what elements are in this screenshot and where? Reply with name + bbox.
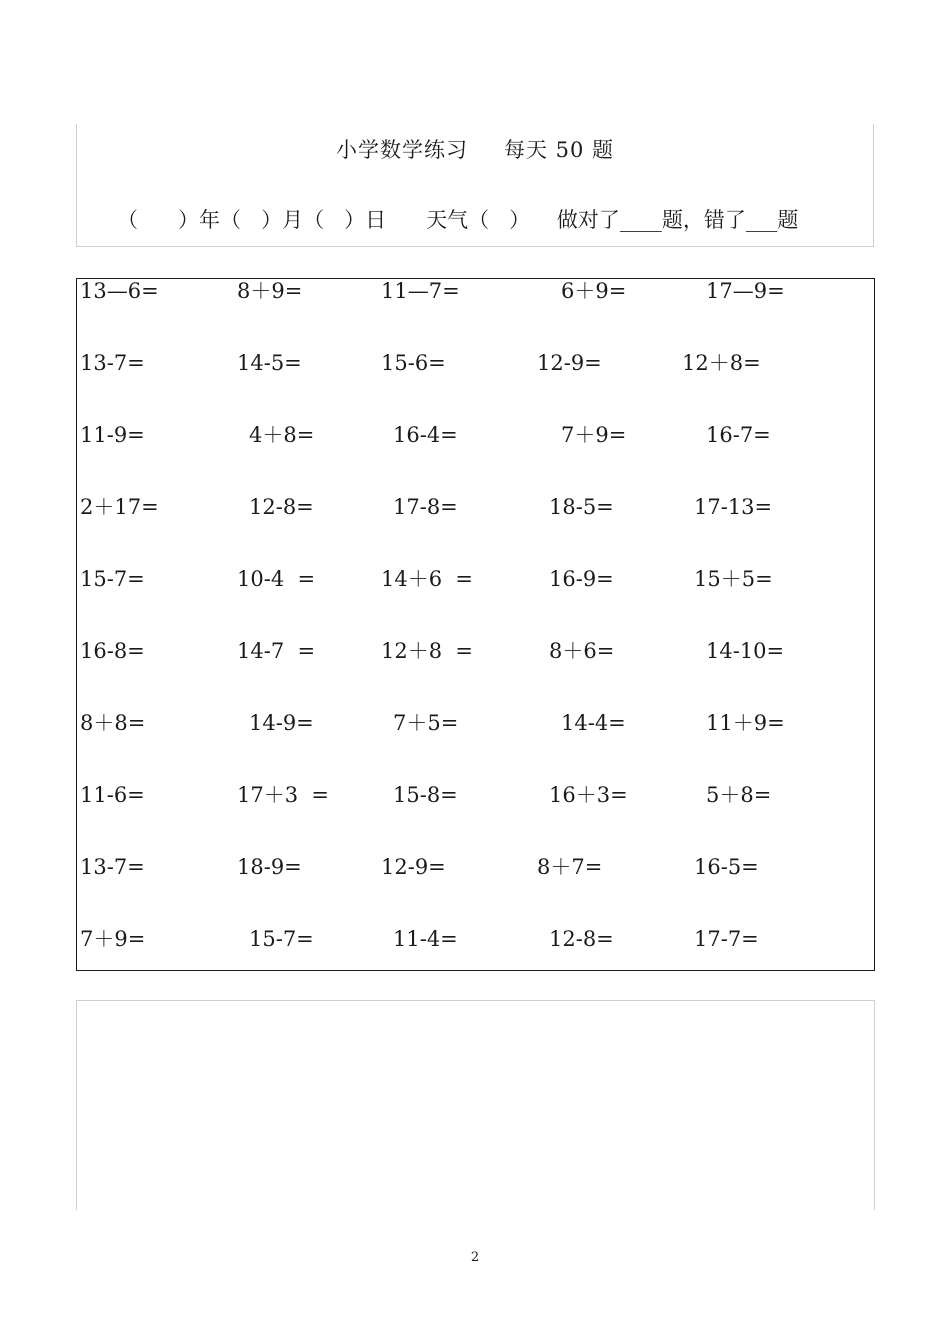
problem-item: 15-7= (249, 927, 314, 951)
answer-area (76, 1000, 875, 1210)
problem-item: 12-9= (537, 351, 602, 375)
worksheet-header (76, 124, 874, 247)
problem-item: 13-7= (80, 855, 145, 879)
problem-item: 17—9= (706, 279, 785, 303)
problem-row (77, 783, 874, 813)
title-text: 小学数学练习 (335, 138, 468, 162)
problem-row (77, 279, 874, 309)
problem-item: 12＋8= (682, 351, 761, 375)
problem-item: 13—6= (80, 279, 159, 303)
problem-item: 15＋5= (694, 567, 773, 591)
problem-item: 14-7 = (237, 639, 316, 663)
problem-item: 14-5= (237, 351, 302, 375)
subtitle-text: 每天 50 题 (503, 138, 615, 162)
problem-item: 11-9= (80, 423, 145, 447)
problem-item: 15-7= (80, 567, 145, 591)
problem-item: 14-10= (706, 639, 785, 663)
problem-item: 17-13= (694, 495, 773, 519)
problem-item: 15-6= (381, 351, 446, 375)
problem-item: 16-7= (706, 423, 771, 447)
problem-item: 14-4= (561, 711, 626, 735)
problem-item: 11—7= (381, 279, 460, 303)
problem-item: 10-4 = (237, 567, 316, 591)
problem-row (77, 423, 874, 453)
problem-row (77, 567, 874, 597)
problem-item: 4＋8= (249, 423, 315, 447)
problem-item: 11-6= (80, 783, 145, 807)
problem-item: 16-8= (80, 639, 145, 663)
problem-item: 17＋3 = (237, 783, 330, 807)
problem-item: 6＋9= (561, 279, 627, 303)
problem-item: 12-8= (249, 495, 314, 519)
problem-item: 12-9= (381, 855, 446, 879)
problem-item: 8＋9= (237, 279, 303, 303)
problem-item: 16＋3= (549, 783, 628, 807)
problem-item: 16-5= (694, 855, 759, 879)
problem-item: 7＋5= (393, 711, 459, 735)
problem-item: 8＋6= (549, 639, 615, 663)
problem-item: 8＋7= (537, 855, 603, 879)
problem-item: 5＋8= (706, 783, 772, 807)
problem-item: 7＋9= (561, 423, 627, 447)
page-number: 2 (470, 1250, 480, 1265)
problem-row (77, 495, 874, 525)
problem-item: 14-9= (249, 711, 314, 735)
problem-item: 17-7= (694, 927, 759, 951)
worksheet-title (77, 134, 873, 164)
problem-item: 8＋8= (80, 711, 146, 735)
problem-item: 2＋17= (80, 495, 159, 519)
problem-item: 18-9= (237, 855, 302, 879)
problem-item: 18-5= (549, 495, 614, 519)
problem-item: 11＋9= (706, 711, 785, 735)
problem-item: 13-7= (80, 351, 145, 375)
problem-item: 16-4= (393, 423, 458, 447)
problem-item: 12＋8 = (381, 639, 474, 663)
problem-row (77, 855, 874, 885)
problem-item: 14＋6 = (381, 567, 474, 591)
problem-row (77, 927, 874, 957)
problem-item: 12-8= (549, 927, 614, 951)
problem-item: 15-8= (393, 783, 458, 807)
problem-item: 7＋9= (80, 927, 146, 951)
date-weather-score-line: （ ）年（ ）月（ ）日 天气（ ） 做对了____题，错了___题 (117, 208, 799, 232)
problem-item: 16-9= (549, 567, 614, 591)
problem-row (77, 711, 874, 741)
problems-table (76, 278, 875, 971)
problem-row (77, 639, 874, 669)
problem-row (77, 351, 874, 381)
problem-item: 17-8= (393, 495, 458, 519)
problem-item: 11-4= (393, 927, 458, 951)
